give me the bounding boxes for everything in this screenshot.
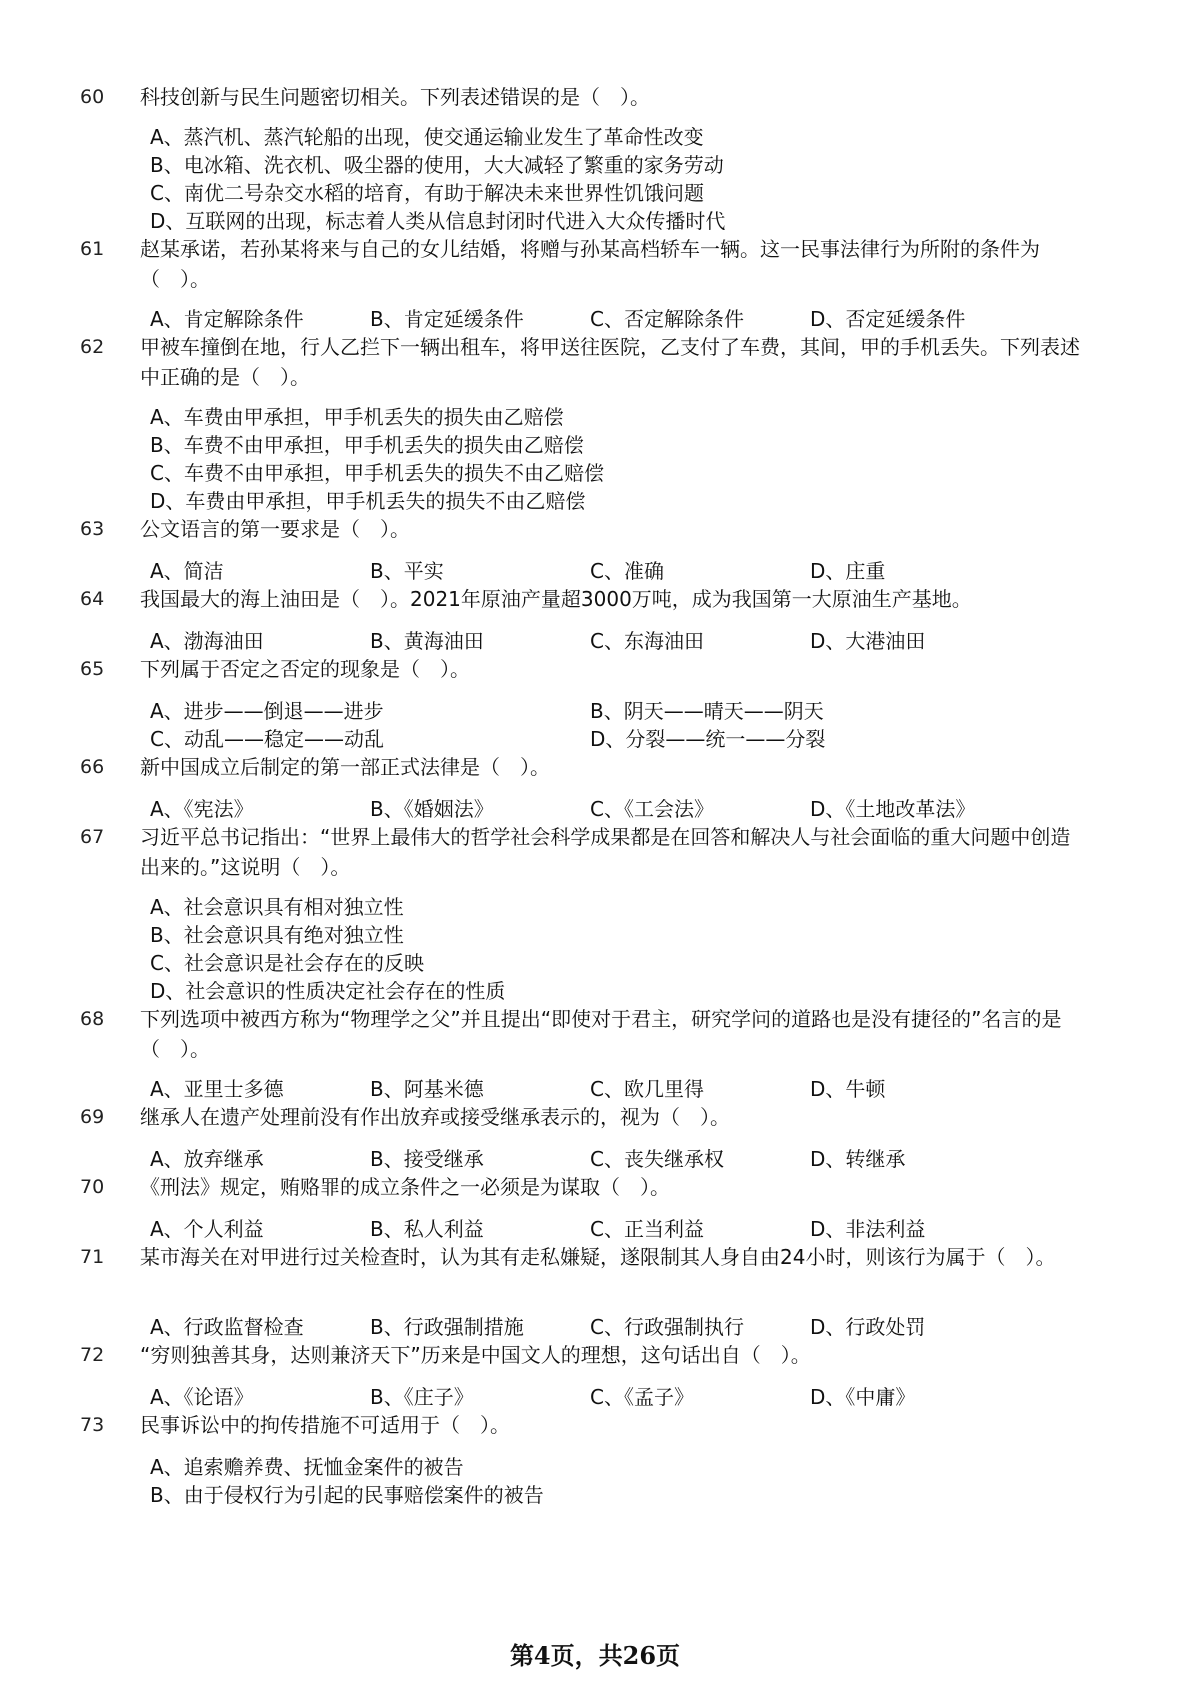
question-text: 《刑法》规定，贿赂罪的成立条件之一必须是为谋取（ ）。: [140, 1175, 670, 1199]
question-text: 民事诉讼中的拘传措施不可适用于（ ）。: [140, 1413, 510, 1437]
question-text: 继承人在遗产处理前没有作出放弃或接受继承表示的，视为（ ）。: [140, 1105, 730, 1129]
option-a: A、渤海油田: [150, 629, 264, 653]
option-a: A、社会意识具有相对独立性: [150, 895, 404, 919]
question-number: 72: [80, 1344, 105, 1366]
option-a: A、蒸汽机、蒸汽轮船的出现，使交通运输业发生了革命性改变: [150, 125, 704, 149]
option-d: D、否定延缓条件: [810, 307, 966, 331]
option-a: A、《宪法》: [150, 797, 254, 821]
option-d: D、非法利益: [810, 1217, 926, 1241]
option-c: C、社会意识是社会存在的反映: [150, 951, 424, 975]
option-c: C、正当利益: [590, 1217, 704, 1241]
option-b: B、私人利益: [370, 1217, 484, 1241]
option-d: D、车费由甲承担，甲手机丢失的损失不由乙赔偿: [150, 489, 586, 513]
option-a: A、车费由甲承担，甲手机丢失的损失由乙赔偿: [150, 405, 564, 429]
question-number: 64: [80, 588, 105, 610]
option-c: C、《孟子》: [590, 1385, 694, 1409]
question-number: 69: [80, 1106, 105, 1128]
question-number: 65: [80, 658, 105, 680]
option-a: A、追索赡养费、抚恤金案件的被告: [150, 1455, 464, 1479]
option-b: B、社会意识具有绝对独立性: [150, 923, 404, 947]
question-number: 61: [80, 238, 105, 260]
question-text: 习近平总书记指出：“世界上最伟大的哲学社会科学成果都是在回答和解决人与社会面临的重大问题中创造出来的。”这说明（ ）。: [140, 825, 1071, 879]
question-text: 下列选项中被西方称为“物理学之父”并且提出“即使对于君主，研究学问的道路也是没有捷径的”名言的是（ ）。: [140, 1007, 1062, 1061]
option-b: B、电冰箱、洗衣机、吸尘器的使用，大大减轻了繁重的家务劳动: [150, 153, 724, 177]
option-a: A、个人利益: [150, 1217, 264, 1241]
option-b: B、黄海油田: [370, 629, 484, 653]
question-number: 68: [80, 1008, 105, 1030]
option-b: B、平实: [370, 559, 444, 583]
option-a: A、行政监督检查: [150, 1315, 304, 1339]
option-b: B、车费不由甲承担，甲手机丢失的损失由乙赔偿: [150, 433, 584, 457]
option-a: A、放弃继承: [150, 1147, 264, 1171]
option-b: B、《庄子》: [370, 1385, 474, 1409]
option-b: B、接受继承: [370, 1147, 484, 1171]
option-c: C、南优二号杂交水稻的培育，有助于解决未来世界性饥饿问题: [150, 181, 704, 205]
question-number: 73: [80, 1414, 105, 1436]
option-d: D、社会意识的性质决定社会存在的性质: [150, 979, 506, 1003]
option-d: D、庄重: [810, 559, 886, 583]
option-b: B、肯定延缓条件: [370, 307, 524, 331]
option-d: D、牛顿: [810, 1077, 886, 1101]
option-b: B、阿基米德: [370, 1077, 484, 1101]
option-b: B、阴天——晴天——阴天: [590, 699, 824, 723]
question-text: 科技创新与民生问题密切相关。下列表述错误的是（ ）。: [140, 85, 650, 109]
option-d: D、互联网的出现，标志着人类从信息封闭时代进入大众传播时代: [150, 209, 726, 233]
option-d: D、《中庸》: [810, 1385, 916, 1409]
option-a: A、简洁: [150, 559, 224, 583]
option-b: B、行政强制措施: [370, 1315, 524, 1339]
question-text: 我国最大的海上油田是（ ）。2021年原油产量超3000万吨，成为我国第一大原油生产基地。: [140, 587, 972, 611]
question-text: 甲被车撞倒在地，行人乙拦下一辆出租车，将甲送往医院，乙支付了车费，其间，甲的手机丢失。下列表述中正确的是（ ）。: [140, 335, 1080, 389]
option-d: D、行政处罚: [810, 1315, 926, 1339]
option-c: C、丧失继承权: [590, 1147, 724, 1171]
option-c: C、准确: [590, 559, 664, 583]
page-footer: 第4页，共26页: [509, 1641, 681, 1670]
option-c: C、行政强制执行: [590, 1315, 744, 1339]
option-a: A、《论语》: [150, 1385, 254, 1409]
question-number: 70: [80, 1176, 105, 1198]
option-d: D、大港油田: [810, 629, 926, 653]
option-c: C、否定解除条件: [590, 307, 744, 331]
question-number: 66: [80, 756, 105, 778]
question-number: 60: [80, 86, 105, 108]
option-a: A、亚里士多德: [150, 1077, 284, 1101]
option-c: C、《工会法》: [590, 797, 714, 821]
option-b: B、《婚姻法》: [370, 797, 494, 821]
question-text: “穷则独善其身，达则兼济天下”历来是中国文人的理想，这句话出自（ ）。: [140, 1343, 811, 1367]
question-number: 67: [80, 826, 105, 848]
option-c: C、动乱——稳定——动乱: [150, 727, 384, 751]
question-text: 公文语言的第一要求是（ ）。: [140, 517, 410, 541]
option-d: D、转继承: [810, 1147, 906, 1171]
option-a: A、肯定解除条件: [150, 307, 304, 331]
question-text: 赵某承诺，若孙某将来与自己的女儿结婚，将赠与孙某高档轿车一辆。这一民事法律行为所附的条件为（ ）。: [140, 237, 1040, 291]
option-d: D、《土地改革法》: [810, 797, 976, 821]
question-text: 下列属于否定之否定的现象是（ ）。: [140, 657, 470, 681]
option-b: B、由于侵权行为引起的民事赔偿案件的被告: [150, 1483, 544, 1507]
option-c: C、欧几里得: [590, 1077, 704, 1101]
question-number: 62: [80, 336, 105, 358]
option-d: D、分裂——统一——分裂: [590, 727, 826, 751]
question-number: 63: [80, 518, 105, 540]
option-c: C、车费不由甲承担，甲手机丢失的损失不由乙赔偿: [150, 461, 604, 485]
option-a: A、进步——倒退——进步: [150, 699, 384, 723]
question-text: 某市海关在对甲进行过关检查时，认为其有走私嫌疑，遂限制其人身自由24小时，则该行为属于（ ）。: [140, 1245, 1056, 1269]
option-c: C、东海油田: [590, 629, 704, 653]
question-text: 新中国成立后制定的第一部正式法律是（ ）。: [140, 755, 550, 779]
question-number: 71: [80, 1246, 105, 1268]
